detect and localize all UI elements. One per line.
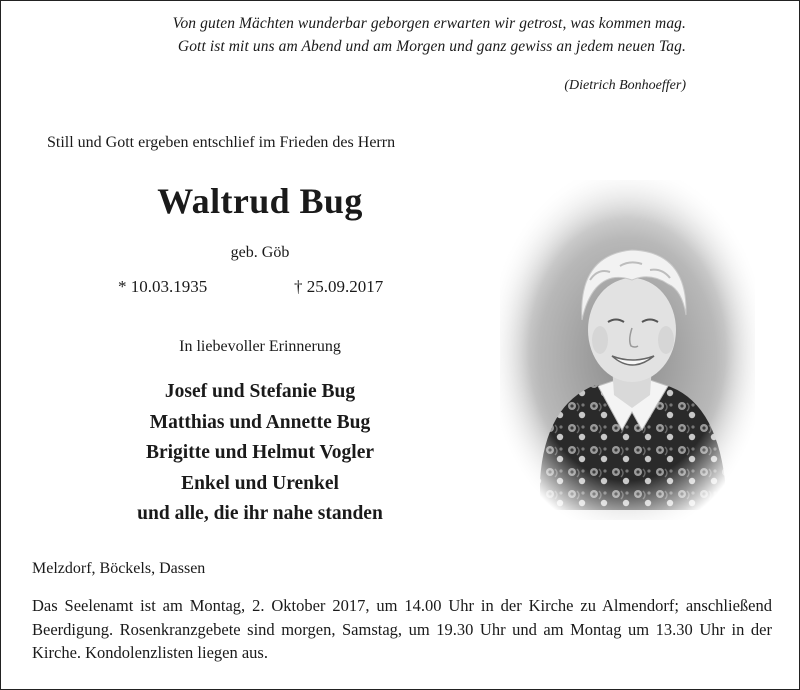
deceased-name: Waltrud Bug (157, 181, 363, 221)
death-date: † 25.09.2017 (294, 277, 384, 296)
quote-line-1: Von guten Mächten wunderbar geborgen erwarten wir getrost, was kommen mag. (172, 15, 686, 32)
funeral-notice: Das Seelenamt ist am Montag, 2. Oktober 2017, um 14.00 Uhr in der Kirche zu Almendorf; anschließend Beerdigung. Rosenkranzgebete sind morgen, Samstag, um 19.30 Uhr und am Montag um 13.30 Uhr in der Kirche. Kondolenzlisten liegen aus. (32, 596, 772, 662)
quote-line-2: Gott ist mit uns am Abend und am Morgen und ganz gewiss an jedem neuen Tag. (177, 38, 686, 55)
mourner-line: und alle, die ihr nahe standen (137, 503, 383, 524)
mourner-line: Matthias und Annette Bug (149, 411, 371, 433)
quote-author: (Dietrich Bonhoeffer) (564, 78, 686, 93)
mourners-list (60, 377, 460, 530)
memory-line: In liebevoller Erinnerung (179, 338, 341, 355)
mourner-line: Josef und Stefanie Bug (164, 381, 356, 402)
birth-date: * 10.03.1935 (118, 277, 208, 296)
locations: Melzdorf, Böckels, Dassen (32, 560, 206, 577)
mourner-line: Brigitte und Helmut Vogler (145, 442, 375, 463)
mourner-line: Enkel und Urenkel (181, 472, 339, 494)
bible-quote (60, 12, 686, 58)
intro-text: Still und Gott ergeben entschlief im Frieden des Herrn (47, 134, 396, 151)
portrait-photo (500, 180, 755, 520)
maiden-name: geb. Göb (230, 244, 290, 261)
